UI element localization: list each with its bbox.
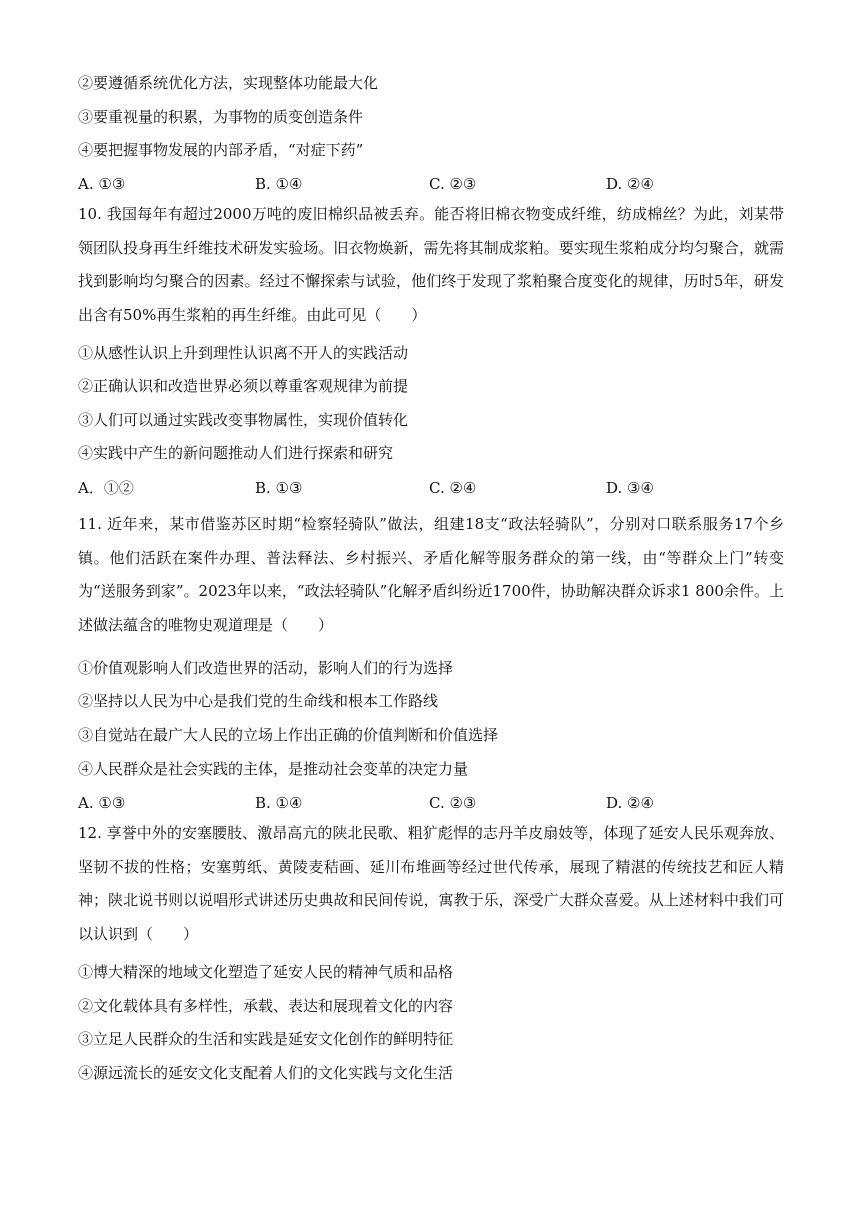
q11-option-c[interactable]: C. ②③ [429,794,477,812]
q11-option-a[interactable]: A. ①③ [78,794,126,812]
q10-option-c[interactable]: C. ②④ [429,479,477,497]
q9-option-d[interactable]: D. ②④ [606,175,654,193]
q11-statement-1: ①价值观影响人们改造世界的活动，影响人们的行为选择 [78,659,454,677]
q11-statement-4: ④人民群众是社会实践的主体，是推动社会变革的决定力量 [78,760,469,778]
q10-option-a[interactable]: A．①② [78,479,134,497]
q10-statement-4: ④实践中产生的新问题推动人们进行探索和研究 [78,444,394,462]
q10-statement-1: ①从感性认识上升到理性认识离不开人的实践活动 [78,344,409,362]
q10-option-b[interactable]: B. ①③ [255,479,303,497]
q11-stem: 11. 近年来，某市借鉴苏区时期“检察轻骑队”做法，组建18支“政法轻骑队”，分别对口联系服务17个乡镇。他们活跃在案件办理、普法释法、乡村振兴、矛盾化解等服务群众的第一线，由“等群众上门”转变为“送服务到家”。2023年以来，“政法轻骑队”化解矛盾纠纷近1700件，协助解决群众诉求1 800余件。上述做法蕴含的唯物史观道理是（ ） [78,515,784,634]
q11-option-b[interactable]: B. ①④ [255,794,303,812]
q9-statement-2: ②要遵循系统优化方法，实现整体功能最大化 [78,74,379,92]
q10-stem: 10. 我国每年有超过2000万吨的废旧棉织品被丢弃。能否将旧棉衣物变成纤维，纺成棉丝？为此，刘某带领团队投身再生纤维技术研发实验场。旧衣物焕新，需先将其制成浆粕。要实现生浆粕成分均匀聚合，就需找到影响均匀聚合的因素。经过不懈探索与试验，他们终于发现了浆粕聚合度变化的规律，历时5年，研发出含有50%再生浆粕的再生纤维。由此可见（ ） [78,205,784,324]
q9-option-a[interactable]: A. ①③ [78,175,126,193]
q12-stem: 12. 享誉中外的安塞腰肢、激昂高亢的陕北民歌、粗犷彪悍的志丹羊皮扇妓等，体现了延安人民乐观奔放、坚韧不拔的性格；安塞剪纸、黄陵麦秸画、延川布堆画等经过世代传承，展现了精湛的传统技艺和匠人精神；陕北说书则以说唱形式讲述历史典故和民间传说，寓教于乐，深受广大群众喜爱。从上述材料中我们可以认识到（ ） [78,824,784,943]
q11-option-d[interactable]: D. ②④ [606,794,654,812]
q12-statement-1: ①博大精深的地域文化塑造了延安人民的精神气质和品格 [78,963,454,981]
q9-statement-3: ③要重视量的积累，为事物的质变创造条件 [78,108,364,126]
q9-option-b[interactable]: B. ①④ [255,175,303,193]
q11-statement-2: ②坚持以人民为中心是我们党的生命线和根本工作路线 [78,692,439,710]
q11-statement-3: ③自觉站在最广大人民的立场上作出正确的价值判断和价值选择 [78,726,499,744]
q9-statement-4: ④要把握事物发展的内部矛盾，“对症下药” [78,141,364,159]
q10-statement-2: ②正确认识和改造世界必须以尊重客观规律为前提 [78,377,409,395]
q12-statement-2: ②文化载体具有多样性，承载、表达和展现着文化的内容 [78,997,454,1015]
q9-option-c[interactable]: C. ②③ [429,175,477,193]
q11-options [78,793,778,813]
q12-statement-3: ③立足人民群众的生活和实践是延安文化创作的鲜明特征 [78,1030,454,1048]
q9-options [78,174,778,194]
q10-options [78,478,778,498]
q10-statement-3: ③人们可以通过实践改变事物属性，实现价值转化 [78,411,409,429]
q12-statement-4: ④源远流长的延安文化支配着人们的文化实践与文化生活 [78,1064,454,1082]
q10-option-d[interactable]: D. ③④ [606,479,654,497]
